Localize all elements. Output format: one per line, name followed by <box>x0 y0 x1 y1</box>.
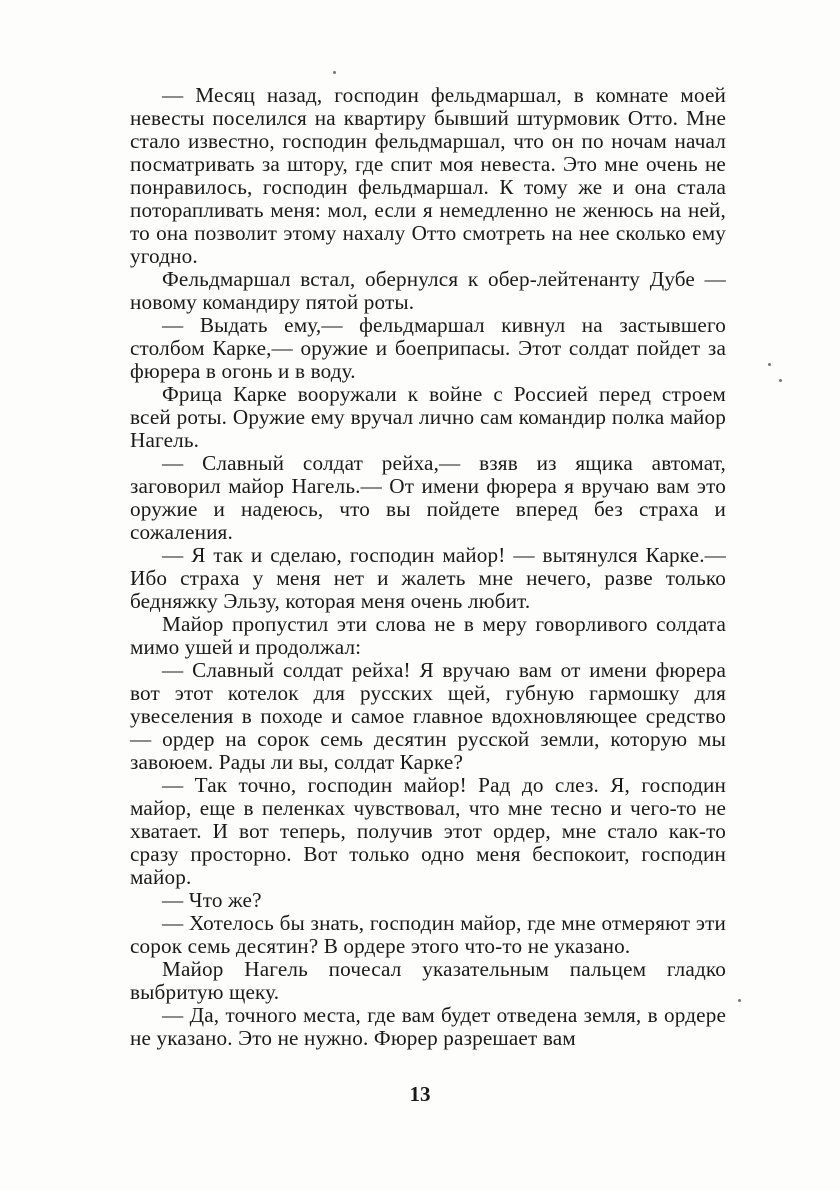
paragraph-12: Майор Нагель почесал указательным пальцем гладко выбритую щеку. <box>130 957 726 1004</box>
scan-speck <box>768 363 771 366</box>
paragraph-4: Фрица Карке вооружали к войне с Россией перед строем всей роты. Оружие ему вручал лично сам командир полка майор Нагель. <box>130 382 726 452</box>
paragraph-13: — Да, точного места, где вам будет отведена земля, в ордере не указано. Это не нужно. Фюрер разрешает вам <box>130 1003 726 1050</box>
scan-speck <box>779 379 782 382</box>
page-body-text <box>130 84 726 1050</box>
paragraph-11: — Хотелось бы знать, господин майор, где мне отмеряют эти сорок семь десятин? В ордере этого что-то не указано. <box>130 911 726 958</box>
paragraph-9: — Так точно, господин майор! Рад до слез. Я, господин майор, еще в пеленках чувствовал, что мне тесно и чего-то не хватает. И вот теперь, получив этот ордер, мне стало как-то сразу просторно. Вот только одно меня беспокоит, господин майор. <box>130 773 726 889</box>
paragraph-10: — Что же? <box>162 888 262 912</box>
paragraph-1: — Месяц назад, господин фельдмаршал, в комнате моей невесты поселился на квартиру бывший штурмовик Отто. Мне стало известно, господин фельдмаршал, что он по ночам начал посматривать за штору, где спит моя невеста. Это мне очень не понравилось, господин фельдмаршал. К тому же и она стала поторапливать меня: мол, если я немедленно не женюсь на ней, то она позволит этому нахалу Отто смотреть на нее сколько ему угодно. <box>130 83 726 268</box>
paragraph-2: Фельдмаршал встал, обернулся к обер-лейтенанту Дубе — новому командиру пятой роты. <box>130 267 726 314</box>
paragraph-3: — Выдать ему,— фельдмаршал кивнул на застывшего столбом Карке,— оружие и боеприпасы. Этот солдат пойдет за фюрера в огонь и в воду. <box>130 313 726 383</box>
scan-speck <box>738 999 741 1002</box>
scan-speck <box>333 71 336 74</box>
paragraph-5: — Славный солдат рейха,— взяв из ящика автомат, заговорил майор Нагель.— От имени фюрера я вручаю вам это оружие и надеюсь, что вы пойдете вперед без страха и сожаления. <box>130 451 726 544</box>
paragraph-8: — Славный солдат рейха! Я вручаю вам от имени фюрера вот этот котелок для русских щей, губную гармошку для увеселения в походе и самое главное вдохновляющее средство — ордер на сорок семь десятин русской земли, которую мы завоюем. Рады ли вы, солдат Карке? <box>130 658 726 774</box>
page-number: 13 <box>409 1082 431 1106</box>
paragraph-7: Майор пропустил эти слова не в меру говорливого солдата мимо ушей и продолжал: <box>130 612 726 659</box>
paragraph-6: — Я так и сделаю, господин майор! — вытянулся Карке.— Ибо страха у меня нет и жалеть мне нечего, разве только бедняжку Эльзу, которая меня очень любит. <box>130 543 726 613</box>
